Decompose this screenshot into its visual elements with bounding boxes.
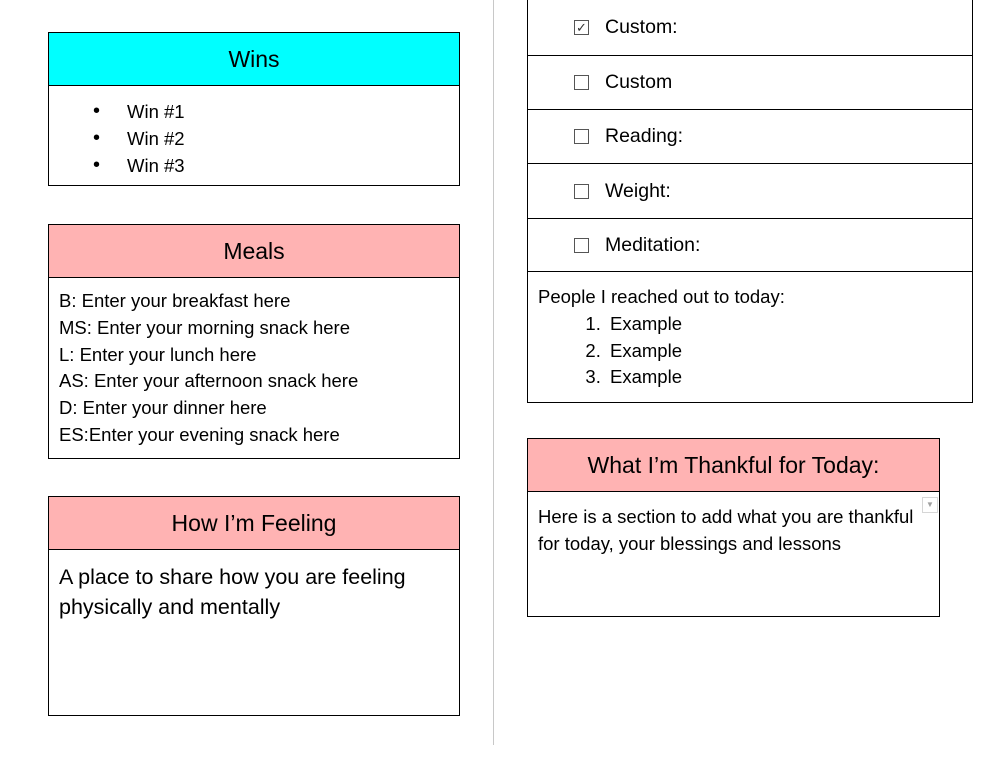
checkbox-icon[interactable]	[574, 20, 589, 35]
wins-title: Wins	[49, 33, 459, 86]
meal-line: ES:Enter your evening snack here	[59, 423, 340, 445]
habit-row-meditation	[528, 218, 972, 271]
list-item[interactable]: • Win #2	[127, 125, 459, 152]
meal-line: MS: Enter your morning snack here	[59, 316, 350, 338]
feeling-title: How I’m Feeling	[49, 497, 459, 550]
wins-list	[49, 86, 459, 179]
wins-section	[48, 32, 460, 186]
habit-label: Reading:	[605, 125, 684, 147]
list-item[interactable]: • Win #1	[127, 98, 459, 125]
thankful-section	[527, 438, 940, 617]
habit-label: Weight:	[605, 179, 671, 202]
meal-line: B: Enter your breakfast here	[59, 290, 291, 311]
habit-row-custom	[528, 55, 972, 109]
check-icon: ✓	[576, 19, 587, 35]
habit-label: Custom	[605, 71, 673, 93]
checkbox-icon[interactable]	[574, 129, 589, 144]
people-heading: People I reached out to today:	[538, 286, 785, 307]
habit-label: Custom:	[605, 15, 678, 38]
people-list	[538, 311, 972, 391]
list-item[interactable]: • Win #3	[127, 152, 459, 179]
people-section[interactable]	[528, 271, 972, 402]
dropdown-arrow-icon[interactable]: ▼	[922, 497, 938, 513]
list-item: 1. Example	[606, 311, 972, 338]
habit-label: Meditation:	[605, 233, 701, 256]
feeling-section	[48, 496, 460, 716]
checkbox-icon[interactable]	[574, 184, 589, 199]
thankful-body[interactable]	[528, 492, 939, 558]
feeling-body[interactable]: A place to share how you are feeling physically and mentally	[59, 565, 406, 619]
list-item: 2. Example	[606, 338, 972, 365]
list-item: 3. Example	[606, 364, 972, 391]
meals-section	[48, 224, 460, 459]
meals-body[interactable]	[49, 278, 459, 449]
thankful-text: Here is a section to add what you are thankful for today, your blessings and lessons	[538, 506, 914, 554]
meal-line: AS: Enter your afternoon snack here	[59, 370, 359, 392]
checkbox-icon[interactable]	[574, 238, 589, 253]
meal-line: L: Enter your lunch here	[59, 343, 257, 365]
habits-section	[527, 0, 973, 403]
thankful-title: What I’m Thankful for Today:	[528, 439, 939, 492]
habit-row-reading	[528, 109, 972, 163]
meals-title: Meals	[49, 225, 459, 278]
page-divider	[493, 0, 494, 745]
habit-row-weight	[528, 163, 972, 218]
meal-line: D: Enter your dinner here	[59, 397, 267, 419]
checkbox-icon[interactable]	[574, 75, 589, 90]
habit-row-custom-checked	[528, 0, 972, 55]
